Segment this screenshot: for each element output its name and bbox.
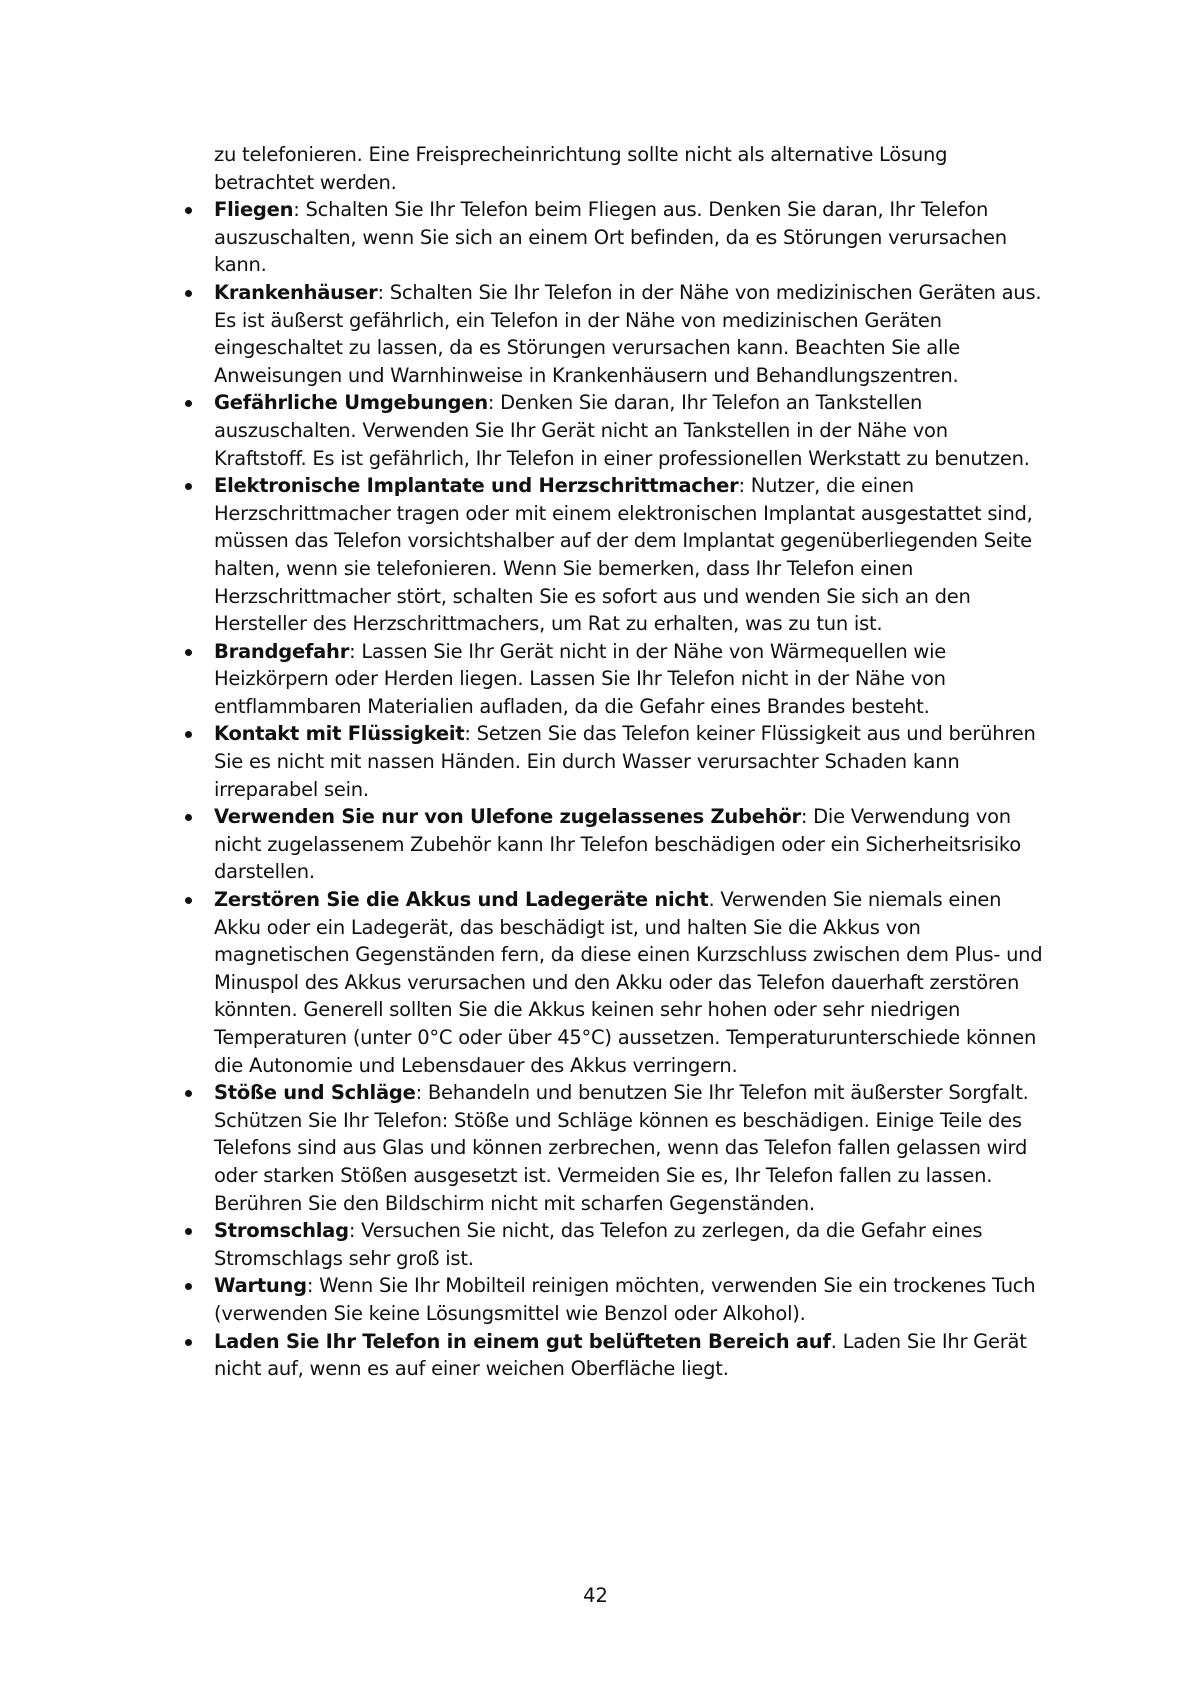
list-item <box>214 196 1044 279</box>
item-term: Elektronische Implantate und Herzschrittmacher <box>214 474 739 498</box>
continuation-paragraph: zu telefonieren. Eine Freisprecheinrichtung sollte nicht als alternative Lösung betrachtet werden. <box>214 143 948 194</box>
item-term: Wartung <box>214 1274 307 1298</box>
item-separator: : <box>377 280 390 304</box>
item-separator: : <box>800 805 814 829</box>
item-text: Nutzer, die einen Herzschrittmacher tragen oder mit einem elektronischen Implantat ausgestattet sind, müssen das Telefon vorsichtshalber auf der dem Implantat gegenüberliegenden Seite halten, wenn sie telefonieren. Wenn Sie bemerken, dass Ihr Telefon einen Herzschrittmacher stört, schalten Sie es sofort aus und wenden Sie sich an den Hersteller des Herzschrittmachers, um Rat zu erhalten, was zu tun ist. <box>214 474 1033 636</box>
item-text: Verwenden Sie niemals einen Akku oder ein Ladegerät, das beschädigt ist, und halten Sie die Akkus von magnetischen Gegenständen fern, da diese einen Kurzschluss zwischen dem Plus- und Minuspol des Akkus verursachen und den Akku oder das Telefon dauerhaft zerstören könnten. Generell sollten Sie die Akkus keinen sehr hohen oder sehr niedrigen Temperaturen (unter 0°C oder über 45°C) aussetzen. Temperaturunterschiede können die Autonomie und Lebensdauer des Akkus verringern. <box>214 888 1043 1077</box>
item-text: Lassen Sie Ihr Gerät nicht in der Nähe von Wärmequellen wie Heizkörpern oder Herden liegen. Lassen Sie Ihr Telefon nicht in der Nähe von entflammbaren Materialien aufladen, da die Gefahr eines Brandes besteht. <box>214 639 947 718</box>
item-separator: : <box>415 1081 428 1105</box>
list-item <box>214 1079 1044 1217</box>
item-separator: : <box>738 474 751 498</box>
list-item <box>214 389 1044 472</box>
item-term: Stöße und Schläge <box>214 1081 416 1105</box>
item-term: Stromschlag <box>214 1219 349 1243</box>
item-term: Gefährliche Umgebungen <box>214 391 488 415</box>
item-term: Fliegen <box>214 198 294 222</box>
item-text: Die Verwendung von nicht zugelassenem Zubehör kann Ihr Telefon beschädigen oder ein Sicherheitsrisiko darstellen. <box>214 805 1021 884</box>
item-text: Denken Sie daran, Ihr Telefon an Tankstellen auszuschalten. Verwenden Sie Ihr Gerät nicht an Tankstellen in der Nähe von Kraftstoff. Es ist gefährlich, Ihr Telefon in einer professionellen Werkstatt zu benutzen. <box>214 391 1030 470</box>
page-number: 42 <box>583 1584 608 1607</box>
item-term: Verwenden Sie nur von Ulefone zugelassenes Zubehör <box>214 805 801 829</box>
item-term: Zerstören Sie die Akkus und Ladegeräte nicht <box>214 888 709 912</box>
list-item <box>214 279 1044 389</box>
list-item <box>214 638 1044 721</box>
item-separator: : <box>464 722 477 746</box>
list-item <box>214 1272 1044 1327</box>
list-item <box>214 720 1044 803</box>
item-separator: . <box>708 888 721 912</box>
item-separator: : <box>487 391 501 415</box>
list-item <box>214 472 1044 638</box>
item-term: Kontakt mit Flüssigkeit <box>214 722 465 746</box>
item-term: Krankenhäuser <box>214 280 378 304</box>
item-text: Setzen Sie das Telefon keiner Flüssigkeit aus und berühren Sie es nicht mit nassen Händen. Ein durch Wasser verursachter Schaden kann irreparabel sein. <box>214 722 1036 801</box>
item-text: Laden Sie Ihr Gerät nicht auf, wenn es auf einer weichen Oberfläche liegt. <box>214 1329 1027 1381</box>
item-separator: : <box>349 639 362 663</box>
list-item <box>214 1217 1044 1272</box>
item-separator: : <box>306 1274 320 1298</box>
item-text: Schalten Sie Ihr Telefon in der Nähe von medizinischen Geräten aus. Es ist äußerst gefährlich, ein Telefon in der Nähe von medizinischen Geräten eingeschaltet zu lassen, da es Störungen verursachen kann. Beachten Sie alle Anweisungen und Warnhinweise in Krankenhäusern und Behandlungszentren. <box>214 280 1042 387</box>
item-separator: : <box>348 1219 362 1243</box>
item-term: Laden Sie Ihr Telefon in einem gut belüfteten Bereich auf <box>214 1329 831 1353</box>
item-text: Schalten Sie Ihr Telefon beim Fliegen aus. Denken Sie daran, Ihr Telefon auszuschalten, wenn Sie sich an einem Ort befinden, da es Störungen verursachen kann. <box>214 198 1007 277</box>
item-term: Brandgefahr <box>214 639 350 663</box>
list-item <box>214 1328 1044 1383</box>
item-text: Wenn Sie Ihr Mobilteil reinigen möchten, verwenden Sie ein trockenes Tuch (verwenden Sie keine Lösungsmittel wie Benzol oder Alkohol). <box>214 1274 1036 1325</box>
item-separator: : <box>293 198 306 222</box>
item-text: Behandeln und benutzen Sie Ihr Telefon mit äußerster Sorgfalt. Schützen Sie Ihr Telefon: Stöße und Schläge können es beschädigen. Einige Teile des Telefons sind aus Glas und können zerbrechen, wenn das Telefon fallen gelassen wird oder starken Stößen ausgesetzt ist. Vermeiden Sie es, Ihr Telefon fallen zu lassen. Berühren Sie den Bildschirm nicht mit scharfen Gegenständen. <box>214 1081 1029 1215</box>
list-item <box>214 886 1044 1079</box>
item-text: Versuchen Sie nicht, das Telefon zu zerlegen, da die Gefahr eines Stromschlags sehr groß ist. <box>214 1219 983 1270</box>
item-separator: . <box>830 1329 843 1353</box>
safety-bullet-list <box>214 196 1044 1383</box>
list-item <box>214 803 1044 886</box>
page-content <box>214 141 1044 1383</box>
